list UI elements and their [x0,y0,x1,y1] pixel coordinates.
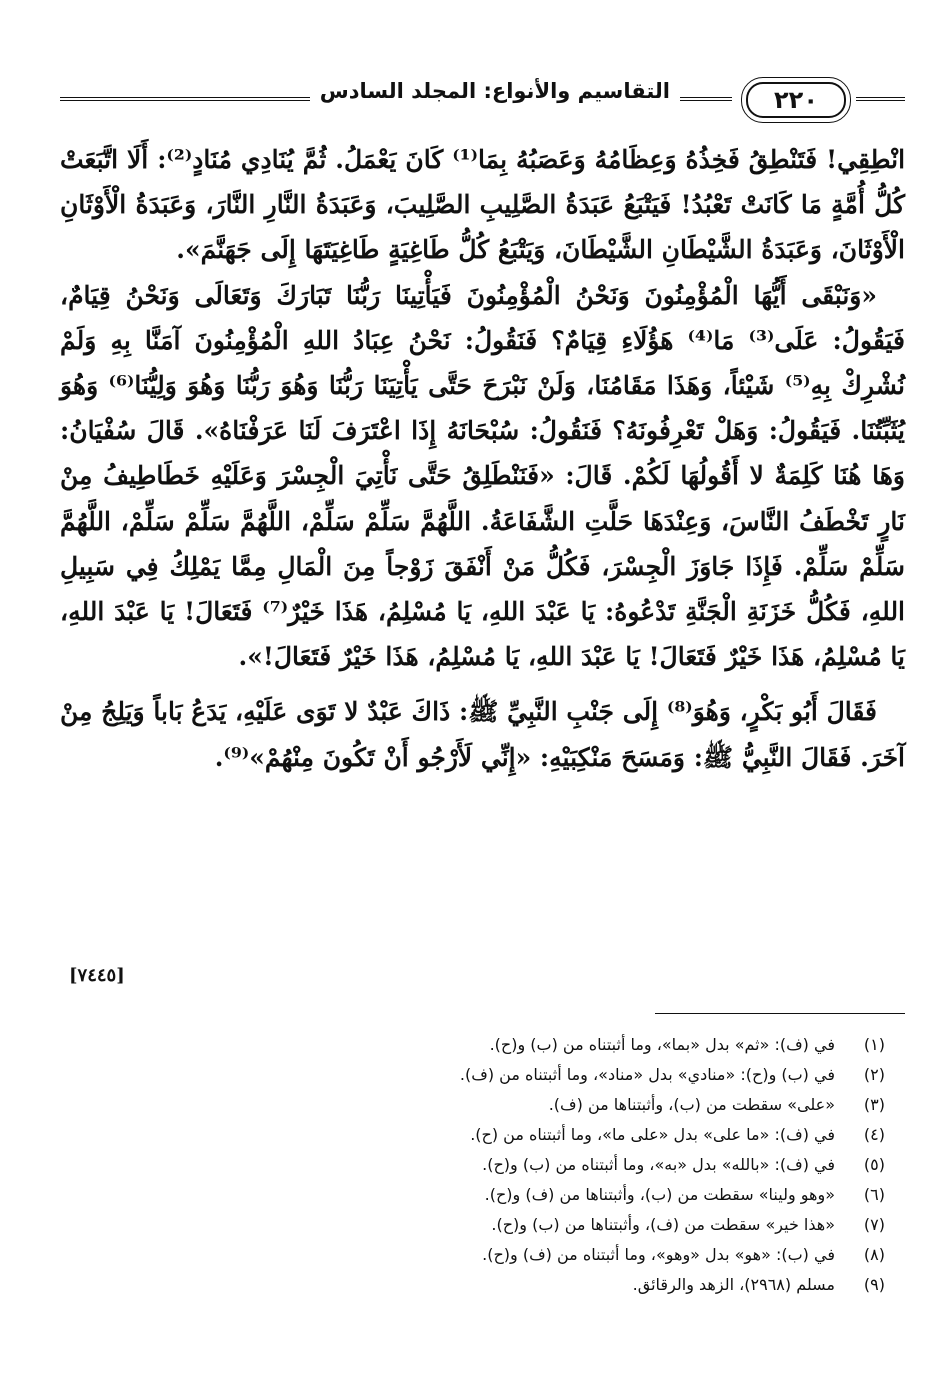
hadith-number: [٧٤٤٥] [69,965,125,986]
paragraph: انْطِقِي! فَتَنْطِقُ فَخِذُهُ وَعِظَامُهُ وَعَصَبُهُ بِمَا⁽¹⁾ كَانَ يَعْمَلُ. ثُمَّ يُنَادِي مُنَادٍ⁽²⁾: أَلَا اتَّبَعَتْ كُلُّ أُمَّةٍ مَا كَانَتْ تَعْبُدُ! فَيَتْبَعُ عَبَدَةُ الصَّلِيبِ الصَّلِيبَ، وَعَبَدَةُ النَّارِ النَّارَ، وَعَبَدَةُ الْأَوْثَانِ الْأَوْثَانَ، وَعَبَدَةُ الشَّيْطَانِ الشَّيْطَانَ، وَيَتْبَعُ كُلُّ طَاغِيَةٍ طَاغِيَتَهَا إِلَى جَهَنَّمَ». [60,145,906,265]
footnote-number: (٩) [863,1275,885,1294]
header-rule-right [856,97,905,101]
running-title: التقاسيم والأنواع: المجلد السادس [310,79,680,103]
footnote-text: مسلم (٢٩٦٨)، الزهد والرقائق. [632,1275,835,1294]
footnote-text: في (ف): «ثم» بدل «بما»، وما أثبتناه من (ب) و(ح). [489,1035,835,1054]
page-header [60,80,905,120]
page-number: ٢٢٠ [746,82,846,118]
footnote [200,1090,885,1120]
footnote-number: (٦) [863,1185,885,1204]
footnote [200,1030,885,1060]
paragraph: فَقَالَ أَبُو بَكْرٍ، وَهُوَ⁽⁸⁾ إِلَى جَنْبِ النَّبِيِّ ﷺ: ذَاكَ عَبْدٌ لا تَوَى عَلَيْهِ، يَدَعُ بَاباً وَيَلِجُ مِنْ آخَرَ. فَقَالَ النَّبِيُّ ﷺ: وَمَسَحَ مَنْكِبَيْهِ: «إِنِّي لَأَرْجُو أَنْ تَكُونَ مِنْهُمْ»⁽⁹⁾. [60,697,905,772]
footnote-text: في (ف): «بالله» بدل «به»، وما أثبتناه من (ب) و(ح). [482,1155,835,1174]
footnote [200,1210,885,1240]
footnote [200,1240,885,1270]
footnote-number: (٨) [863,1245,885,1264]
main-text [60,137,905,780]
footnote-text: «على» سقطت من (ب)، وأثبتناها من (ف). [548,1095,835,1114]
footnotes [200,1030,885,1300]
paragraph: «وَنَبْقَى أَيُّهَا الْمُؤْمِنُونَ وَنَحْنُ الْمُؤْمِنُونَ فَيَأْتِينَا رَبُّنَا تَبَارَكَ وَتَعَالَى وَنَحْنُ قِيَامٌ، فَيَقُولُ: عَلَى⁽³⁾ مَا⁽⁴⁾ هَؤُلَاءِ قِيَامٌ؟ فَنَقُولُ: نَحْنُ عِبَادُ اللهِ الْمُؤْمِنُونَ آمَنَّا بِهِ وَلَمْ نُشْرِكْ بِهِ⁽⁵⁾ شَيْئاً، وَهَذَا مَقَامُنَا، وَلَنْ نَبْرَحَ حَتَّى يَأْتِيَنَا رَبُّنَا وَهُوَ رَبُّنَا وَهُوَ وَلِيُّنَا⁽⁶⁾ وَهُوَ يُثَبِّتُنَا. فَيَقُولُ: وَهَلْ تَعْرِفُونَهُ؟ فَنَقُولُ: سُبْحَانَهُ إِذَا اعْتَرَفَ لَنَا عَرَفْنَاهُ». قَالَ سُفْيَانُ: وَهَا هُنَا كَلِمَةٌ لا أَقُولُهَا لَكُمْ. قَالَ: «فَنَنْطَلِقُ حَتَّى نَأْتِيَ الْجِسْرَ وَعَلَيْهِ خَطَاطِيفُ مِنْ نَارٍ تَخْطَفُ النَّاسَ، وَعِنْدَهَا حَلَّتِ الشَّفَاعَةُ. اللَّهُمَّ سَلِّمْ سَلِّمْ، اللَّهُمَّ سَلِّمْ سَلِّمْ، اللَّهُمَّ سَلِّمْ سَلِّمْ. فَإِذَا جَاوَزَ الْجِسْرَ، فَكُلُّ مَنْ أَنْفَقَ زَوْجاً مِنَ الْمَالِ مِمَّا يَمْلِكُ فِي سَبِيلِ اللهِ، فَكُلُّ خَزَنَةِ الْجَنَّةِ تَدْعُوهُ: يَا عَبْدَ اللهِ، يَا مُسْلِمُ، هَذَا خَيْرٌ⁽⁷⁾ فَتَعَالَ! يَا عَبْدَ اللهِ، يَا مُسْلِمُ، هَذَا خَيْرٌ فَتَعَالَ! يَا عَبْدَ اللهِ، يَا مُسْلِمُ، هَذَا خَيْرٌ فَتَعَالَ!». [60,280,906,672]
footnote-number: (٣) [863,1095,885,1114]
footnote [200,1180,885,1210]
footnote-separator [655,1013,905,1014]
footnote-number: (٤) [863,1125,885,1144]
footnote-number: (١) [863,1035,885,1054]
footnote-number: (٥) [863,1155,885,1174]
footnote-number: (٢) [863,1065,885,1084]
footnote-text: «هذا خير» سقطت من (ف)، وأثبتناها من (ب) و(ح). [491,1215,835,1234]
footnote [200,1120,885,1150]
footnote-text: في (ب) و(ح): «منادي» بدل «مناد»، وما أثبتناه من (ف). [459,1065,835,1084]
footnote [200,1150,885,1180]
footnote-text: «وهو ولينا» سقطت من (ب)، وأثبتناها من (ف) و(ح). [484,1185,835,1204]
footnote-text: في (ب): «هو» بدل «وهو»، وما أثبتناه من (ف) و(ح). [482,1245,835,1264]
footnote [200,1060,885,1090]
footnote-number: (٧) [863,1215,885,1234]
footnote [200,1270,885,1300]
footnote-text: في (ف): «ما على» بدل «على ما»، وما أثبتناه من (ح). [470,1125,835,1144]
